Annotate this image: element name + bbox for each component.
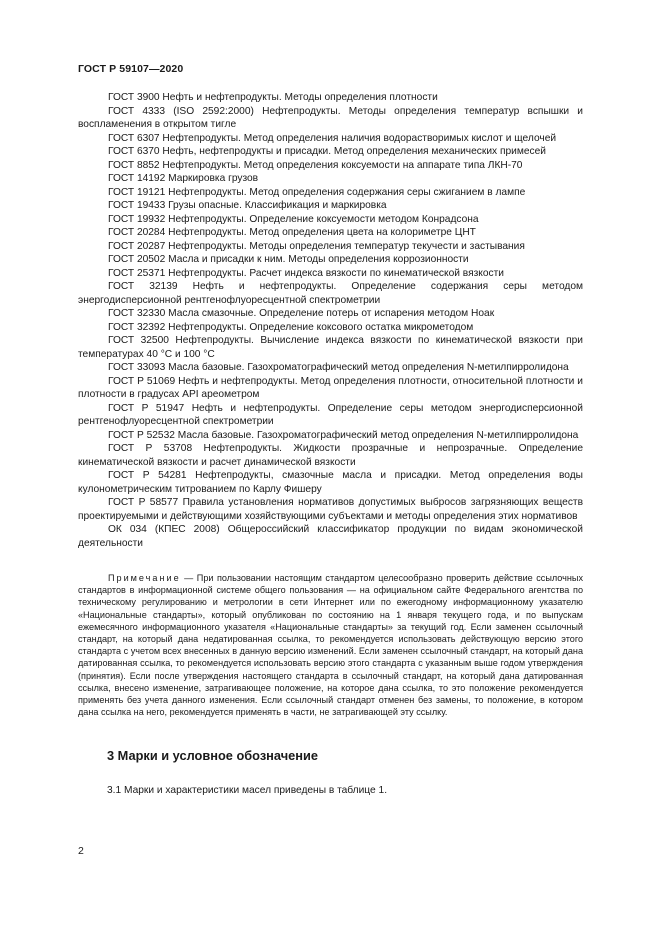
reference-item: ГОСТ 20502 Масла и присадки к ним. Методы определения коррозионности [108, 254, 469, 265]
reference-item: ГОСТ 20284 Нефтепродукты. Метод определения цвета на колориметре ЦНТ [108, 227, 476, 238]
reference-item: ГОСТ 33093 Масла базовые. Газохроматографический метод определения N-метилпирролидона [108, 362, 569, 373]
reference-item: ГОСТ 19121 Нефтепродукты. Метод определения содержания серы сжиганием в лампе [108, 186, 526, 198]
reference-item: ГОСТ Р 54281 Нефтепродукты, смазочные масла и присадки. Метод определения воды кулонометрическим титрованием по Карлу Фишеру [78, 470, 583, 495]
reference-item: ГОСТ Р 52532 Масла базовые. Газохроматографический метод определения N-метилпирролидона [108, 429, 579, 441]
note-label: Примечание [108, 573, 181, 583]
reference-item: ГОСТ Р 53708 Нефтепродукты. Жидкости прозрачные и непрозрачные. Определение кинематической вязкости и расчет динамической вязкости [78, 443, 583, 468]
reference-item: ГОСТ 14192 Маркировка грузов [108, 173, 259, 184]
reference-item: ГОСТ 32330 Масла смазочные. Определение потерь от испарения методом Ноак [108, 308, 495, 319]
note-paragraph [78, 572, 583, 718]
section-heading: 3 Марки и условное обозначение [107, 748, 318, 763]
reference-item: ГОСТ 25371 Нефтепродукты. Расчет индекса вязкости по кинематической вязкости [108, 267, 504, 279]
note-block [78, 572, 583, 718]
normative-references-list [78, 91, 583, 550]
reference-item: ГОСТ 32139 Нефть и нефтепродукты. Определение содержания серы методом энергодисперсионной рентгенофлуоресцентной спектрометрии [78, 281, 583, 306]
reference-item: ГОСТ 6307 Нефтепродукты. Метод определения наличия водорастворимых кислот и щелочей [108, 132, 557, 144]
note-text: — При пользовании настоящим стандартом целесообразно проверить действие ссылочных стандартов в информационной системе общего пользования — на официальном сайте Федерального агентства по техническому регулированию и метрологии в сети Интернет или по ежегодному информационному указателю «Национальные стандарты», который опубликован по состоянию на 1 января текущего года, и по выпускам ежемесячного информационного указателя «Национальные стандарты» за текущий год. Если заменен ссылочный стандарт, на который дана недатированная ссылка, то рекомендуется использовать действующую версию этого стандарта с учетом всех внесенных в данную версию изменений. Если заменен ссылочный стандарт, на который дана датированная ссылка, то рекомендуется использовать версию этого стандарта с указанным выше годом утверждения (принятия). Если после утверждения настоящего стандарта в ссылочный стандарт, на который дана датированная ссылка, внесено изменение, затрагивающее положение, на которое дана ссылка, то это положение рекомендуется применять без учета данного изменения. Если ссылочный стандарт отменен без замены, то положение, в котором дана ссылка на него, рекомендуется применять в части, не затрагивающей эту ссылку. [78, 573, 583, 718]
page-number: 2 [78, 845, 84, 857]
document-header: ГОСТ Р 59107—2020 [78, 63, 184, 75]
reference-item: ГОСТ 20287 Нефтепродукты. Методы определения температур текучести и застывания [108, 240, 525, 252]
reference-item: ОК 034 (КПЕС 2008) Общероссийский классификатор продукции по видам экономической деятельности [78, 524, 583, 549]
reference-item: ГОСТ 32500 Нефтепродукты. Вычисление индекса вязкости по кинематической вязкости при температурах 40 °С и 100 °С [78, 335, 583, 360]
reference-item: ГОСТ Р 51947 Нефть и нефтепродукты. Определение серы методом энергодисперсионной рентгенофлуоресцентной спектрометрии [78, 402, 583, 427]
reference-item: ГОСТ 32392 Нефтепродукты. Определение коксового остатка микрометодом [108, 321, 474, 333]
reference-item: ГОСТ 8852 Нефтепродукты. Метод определения коксуемости на аппарате типа ЛКН-70 [108, 159, 523, 171]
reference-item: ГОСТ 19433 Грузы опасные. Классификация и маркировка [108, 200, 387, 211]
section-paragraph: 3.1 Марки и характеристики масел приведены в таблице 1. [107, 785, 388, 796]
reference-item: ГОСТ 3900 Нефть и нефтепродукты. Методы определения плотности [108, 92, 438, 103]
reference-item: ГОСТ 6370 Нефть, нефтепродукты и присадки. Метод определения механических примесей [108, 146, 546, 157]
reference-item: ГОСТ 19932 Нефтепродукты. Определение коксуемости методом Конрадсона [108, 213, 479, 225]
reference-item: ГОСТ Р 51069 Нефть и нефтепродукты. Метод определения плотности, относительной плотности и плотности в градусах API ареометром [78, 375, 583, 400]
reference-item: ГОСТ Р 58577 Правила установления нормативов допустимых выбросов загрязняющих веществ проектируемыми и действующими хозяйствующими субъектами и методы определения этих нормативов [78, 497, 583, 522]
reference-item: ГОСТ 4333 (ISO 2592:2000) Нефтепродукты. Методы определения температур вспышки и воспламенения в открытом тигле [78, 105, 583, 130]
